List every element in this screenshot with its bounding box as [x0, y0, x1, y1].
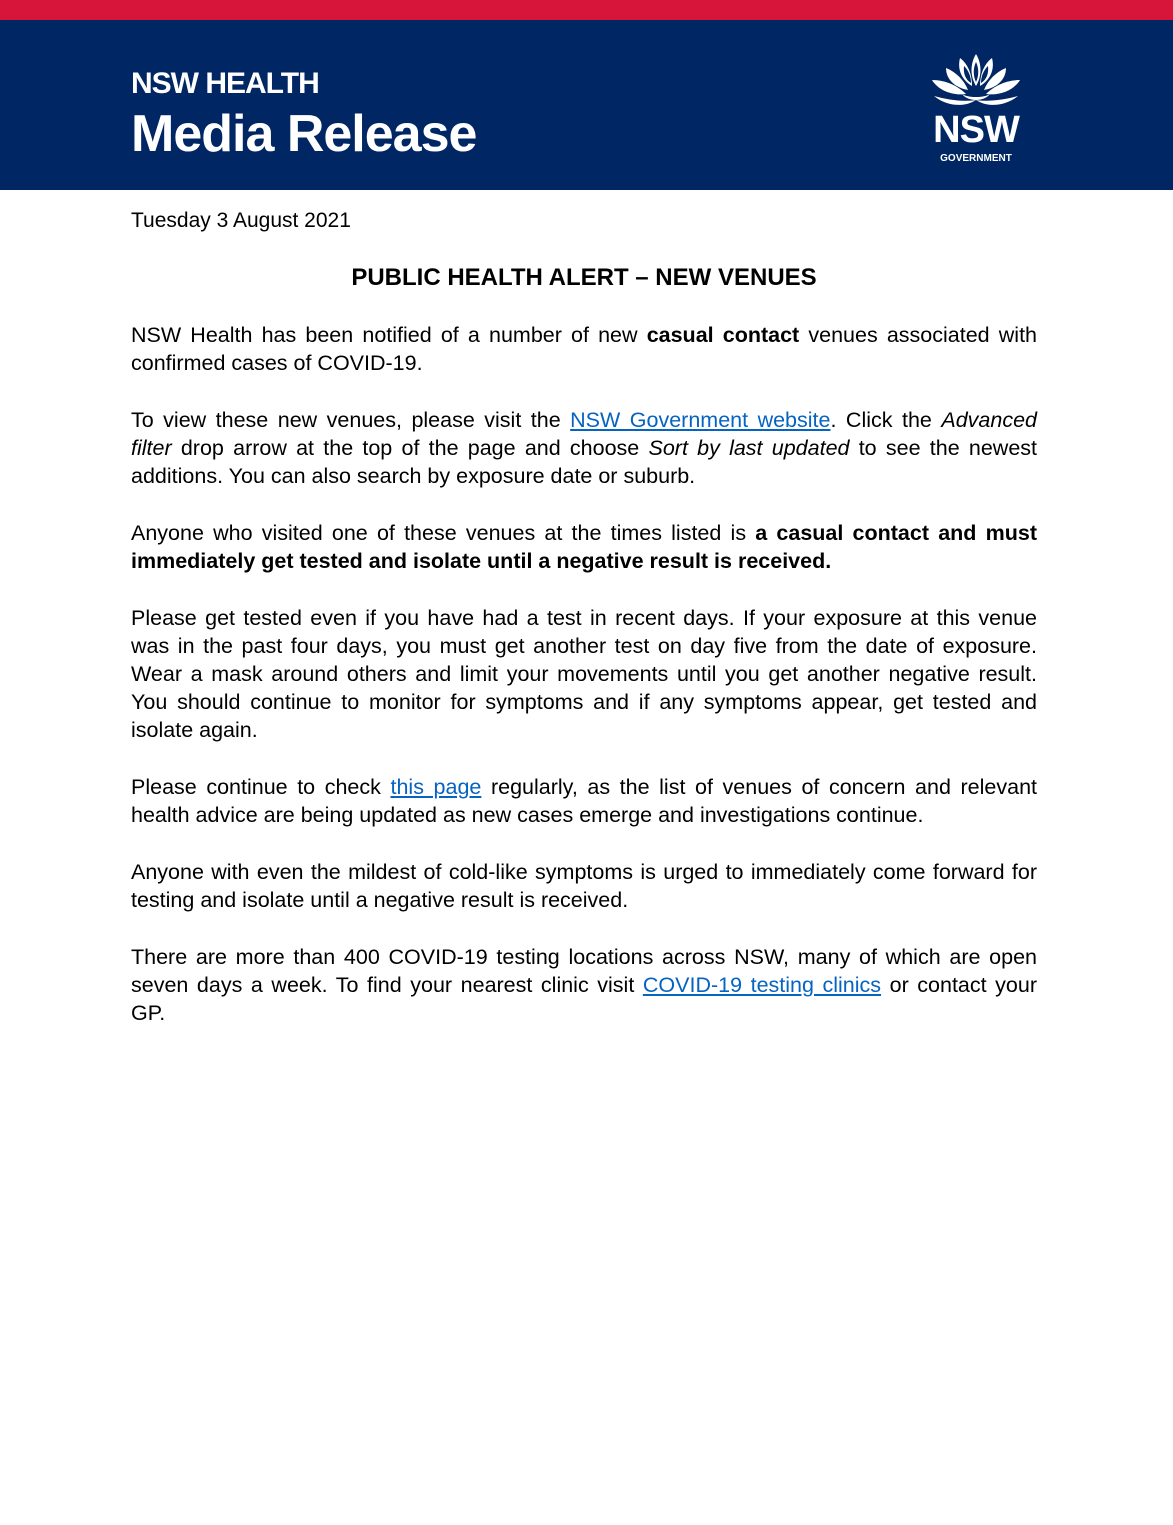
- release-body: [131, 321, 1037, 1056]
- p3-text: Anyone who visited one of these venues at the times listed is: [131, 521, 756, 545]
- this-page-link[interactable]: this page: [390, 775, 482, 799]
- paragraph-testing-locations: [131, 943, 1037, 1027]
- p2-text-end: to see the newest additions. You can also search by exposure date or suburb.: [131, 436, 1038, 488]
- p1-bold-text: casual contact: [646, 323, 800, 347]
- release-date: Tuesday 3 August 2021: [131, 209, 351, 232]
- p1-text-end: venues associated with confirmed cases of COVID-19.: [131, 323, 1037, 375]
- release-headline: PUBLIC HEALTH ALERT – NEW VENUES: [351, 264, 817, 291]
- header-accent-strip: [0, 0, 1173, 20]
- p3-bold-text: a casual contact and must immediately get tested and isolate until a negative result is received.: [131, 521, 1037, 573]
- p5-text-end: regularly, as the list of venues of concern and relevant health advice are being updated as new cases emerge and investigations continue.: [131, 775, 1038, 827]
- waratah-logo-icon: [920, 50, 1032, 110]
- paragraph-symptoms: Anyone with even the mildest of cold-like symptoms is urged to immediately come forward for testing and isolate until a negative result is received.: [131, 860, 1037, 912]
- advanced-filter-label: Advanced filter: [131, 408, 1037, 460]
- paragraph-testing-advice: Please get tested even if you have had a test in recent days. If your exposure at this venue was in the past four days, you must get another test on day five from the date of exposure. Wear a mask around others and limit your movements until you get another negative result. You should continue to monitor for symptoms and if any symptoms appear, get tested and isolate again.: [131, 606, 1037, 742]
- nsw-government-logo: [920, 50, 1032, 180]
- p5-text: Please continue to check: [131, 775, 391, 799]
- covid-testing-clinics-link[interactable]: COVID-19 testing clinics: [642, 973, 882, 997]
- p7-text: There are more than 400 COVID-19 testing locations across NSW, many of which are open seven days a week. To find your nearest clinic visit: [131, 945, 1037, 997]
- logo-government-label: GOVERNMENT: [940, 153, 1012, 164]
- p2-text: To view these new venues, please visit the: [131, 408, 571, 432]
- p2-text-mid: . Click the: [830, 408, 942, 432]
- header-banner: [0, 20, 1173, 190]
- organisation-name: NSW HEALTH: [131, 67, 319, 100]
- paragraph-check-page: [131, 773, 1037, 829]
- document-type-title: Media Release: [131, 105, 477, 163]
- sort-by-label: Sort by last updated: [648, 436, 850, 460]
- p7-text-end: or contact your GP.: [131, 973, 1037, 1025]
- paragraph-view-venues: [131, 406, 1037, 490]
- paragraph-casual-contact-notice: [131, 321, 1037, 377]
- paragraph-casual-contact-instruction: [131, 519, 1037, 575]
- nsw-government-website-link[interactable]: NSW Government website: [570, 408, 831, 432]
- p2-text-mid2: drop arrow at the top of the page and choose: [171, 436, 649, 460]
- p1-text: NSW Health has been notified of a number of new: [131, 323, 647, 347]
- logo-wordmark: NSW: [933, 109, 1019, 151]
